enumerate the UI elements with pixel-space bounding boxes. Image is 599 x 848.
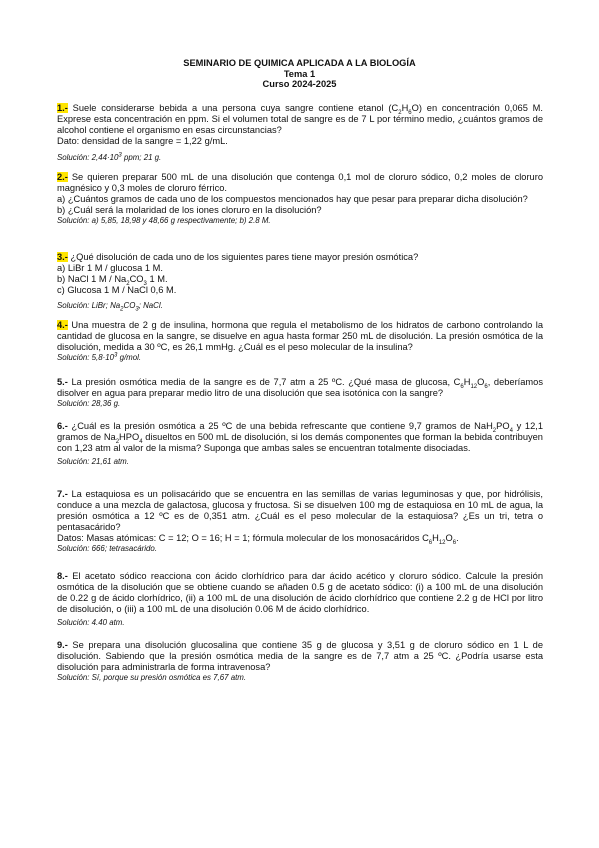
question-3-solution: Solución: LiBr; $Na_2CO_3$; NaCl. (57, 301, 163, 313)
question-5-solution: Solución: 28,36 g. (57, 399, 121, 409)
question-3-text: 3.- ¿Qué disolución de cada uno de los siguientes pares tiene mayor presión osmótica? (57, 252, 419, 262)
question-2-solution: Solución: a) 5,85, 18,98 y 48,66 g respectivamente; b) 2.8 M. (57, 216, 271, 226)
document-topic: Tema 1 (283, 68, 316, 79)
question-3-part-c: c) Glucosa 1 M / NaCl 0,6 M. (57, 285, 177, 296)
question-8-text: 8.- El acetato sódico reacciona con ácido clorhídrico para dar ácido acético y cloruro sódico. Calcule la presión osmótica de la disolución que se obtiene cuando se añaden 0.5 g de acetato sódico: (i) a 100 mL de una disolución de 0.22 g de ácido clorhídrico, (ii) a 100 mL de una disolución de ácido clorhídrico que contiene 2.2 g de HCl por litro de disolución, o (iii) a 100 mL de una disolución 0.06 M de ácido clorhídrico. (57, 571, 543, 615)
document-header (0, 58, 599, 90)
question-6-number: 6.- (57, 421, 68, 431)
document-course: Curso 2024-2025 (262, 79, 337, 90)
question-7-data: Datos: Masas atómicas: C = 12; O = 16; H = 1; fórmula molecular de los monosacáridos $C_6H_{12}O_6$. (57, 533, 459, 547)
question-5-text: 5.- La presión osmótica media de la sangre es de 7,7 atm a 25 ºC. ¿Qué masa de glucosa, $C_6H_{12}O_6$, deberíamos disolver en agua para preparar medio litro de una disolución que sea isotónica con la sangre? (57, 377, 543, 399)
question-3-part-a: a) LiBr 1 M / glucosa 1 M. (57, 263, 163, 274)
question-1-solution: Solución: $2,44\cdot 10^3$ ppm; 21 g. (57, 152, 162, 163)
question-5-number: 5.- (57, 377, 68, 387)
question-2-text: 2.- Se quieren preparar 500 mL de una disolución que contenga 0,1 mol de cloruro sódico, 0,2 moles de cloruro magnésico y 0,3 moles de cloruro férrico. (57, 172, 543, 194)
question-2-number: 2.- (57, 172, 68, 182)
question-3-number: 3.- (57, 252, 68, 262)
document-title: SEMINARIO DE QUIMICA APLICADA A LA BIOLOGÍA (183, 58, 416, 68)
question-4-text: 4.- Una muestra de 2 g de insulina, hormona que regula el metabolismo de los hidratos de carbono controlando la cantidad de glucosa en la sangre, se disuelve en agua hasta formar 250 mL de disolución. La presión osmótica de la disolución, medida a 30 ºC, es 26,1 mmHg. ¿Cuál es el peso molecular de la insulina? (57, 320, 543, 353)
question-9-solution: Solución: Sí, porque su presión osmótica es 7,67 atm. (57, 673, 247, 683)
question-7 (57, 489, 543, 554)
question-6-solution: Solución: 21,61 atm. (57, 457, 129, 467)
question-8-solution: Solución: 4.40 atm. (57, 618, 125, 628)
question-9 (57, 640, 543, 683)
question-1-number: 1.- (57, 103, 68, 113)
question-8-number: 8.- (57, 571, 68, 581)
question-2-part-a: a) ¿Cuántos gramos de cada uno de los compuestos mencionados hay que pesar para preparar dicha disolución? (57, 194, 528, 205)
question-1-text: 1.- Suele considerarse bebida a una persona cuya sangre contiene etanol $(C_2H_6O)$ en concentración 0,065 M. Exprese esta concentración en ppm. Si el volumen total de sangre es de 7 L por término medio, ¿cuántos gramos de alcohol contiene el organismo en esas circunstancias? (57, 103, 543, 136)
question-2 (57, 172, 543, 226)
question-3-part-b: b) NaCl 1 M / $Na_2CO_3$ 1 M. (57, 274, 168, 288)
question-4-number: 4.- (57, 320, 68, 330)
question-9-number: 9.- (57, 640, 68, 650)
question-5 (57, 377, 543, 409)
question-6 (57, 421, 543, 467)
question-9-text: 9.- Se prepara una disolución glucosalina que contiene 35 g de glucosa y 3,51 g de cloruro sódico en 1 L de disolución. Sabiendo que la presión osmótica media de la sangre es de 7,7 atm a 25 ºC. ¿Podría usarse esta disolución para administrarla de forma intravenosa? (57, 640, 543, 673)
question-4 (57, 320, 543, 363)
question-1-data: Dato: densidad de la sangre = 1,22 g/mL. (57, 136, 228, 147)
question-8 (57, 571, 543, 628)
question-2-part-b: b) ¿Cuál será la molaridad de los iones cloruro en la disolución? (57, 205, 322, 216)
question-7-solution: Solución: 666; tetrasacárido. (57, 544, 158, 554)
question-6-text: 6.- ¿Cuál es la presión osmótica a 25 ºC de una bebida refrescante que contiene 9,7 gramos de $NaH_2PO_4$ y 12,1 gramos de $Na_2HPO_4$ disueltos en 500 mL de disolución, si los demás componentes que forman la bebida contribuyen con 1,23 atm al valor de la misma? Suponga que ambas sales se encuentran totalmente disociadas. (57, 421, 543, 454)
question-7-number: 7.- (57, 489, 68, 499)
question-7-text: 7.- La estaquiosa es un polisacárido que se encuentra en las semillas de varias leguminosas y que, por hidrólisis, conduce a una mezcla de galactosa, glucosa y fructosa. Si se disuelven 100 mg de estaquiosa en 10 mL de agua, la presión osmótica a 12 ºC es de 0,351 atm. ¿Cuál es el peso molecular de la estaquiosa? ¿Es un tri, tetra o pentasacárido? (57, 489, 543, 533)
question-3 (57, 252, 543, 311)
question-1 (57, 103, 543, 163)
question-4-solution: Solución: $5,8\cdot 10^3$ g/mol. (57, 352, 142, 363)
